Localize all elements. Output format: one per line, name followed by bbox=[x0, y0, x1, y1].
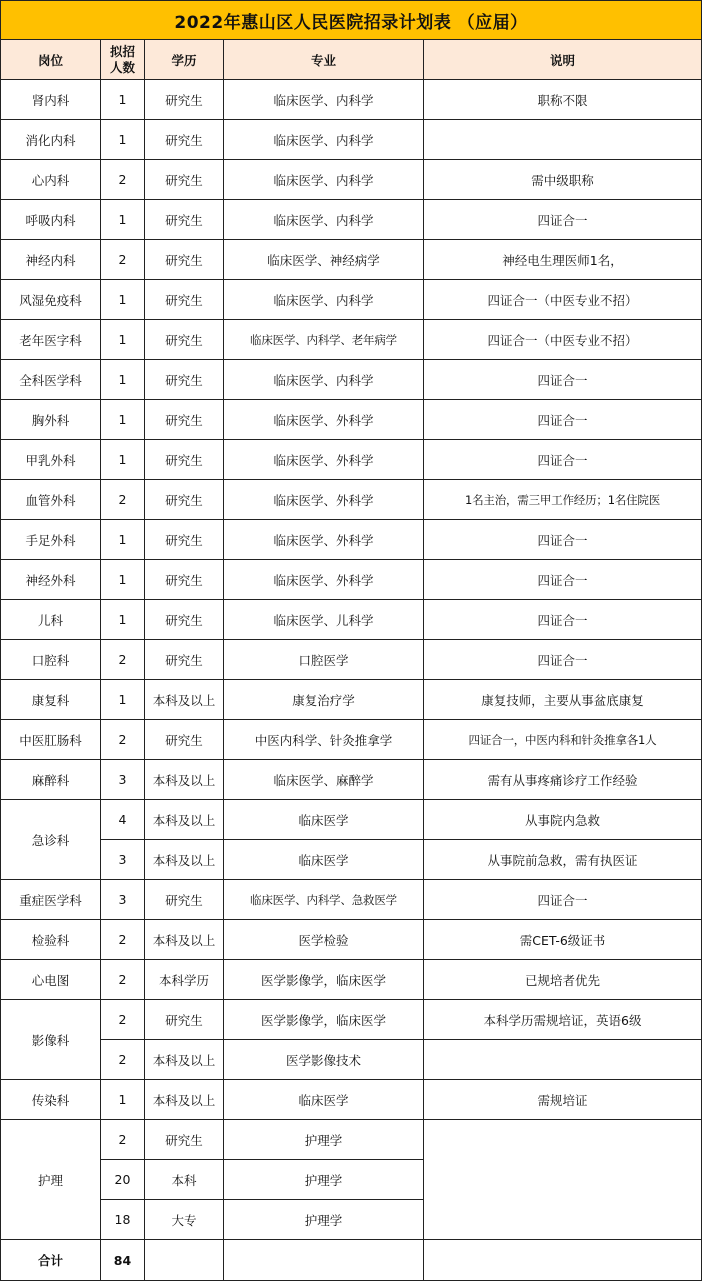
cell-dept: 全科医学科 bbox=[1, 360, 101, 400]
title-row bbox=[1, 1, 702, 40]
cell-major: 医学影像学，临床医学 bbox=[224, 960, 424, 1000]
table-row bbox=[1, 1000, 702, 1040]
header-row bbox=[1, 40, 702, 80]
header-education: 学历 bbox=[145, 40, 224, 80]
cell-education: 本科及以上 bbox=[145, 840, 224, 880]
table-row bbox=[1, 480, 702, 520]
cell-major: 临床医学 bbox=[224, 1080, 424, 1120]
table-row bbox=[1, 400, 702, 440]
cell-count: 2 bbox=[101, 240, 145, 280]
table-row bbox=[1, 1040, 702, 1080]
table-row bbox=[1, 120, 702, 160]
table-row bbox=[1, 1080, 702, 1120]
cell-dept: 急诊科 bbox=[1, 800, 101, 880]
cell-count: 20 bbox=[101, 1160, 145, 1200]
cell-note: 四证合一 bbox=[424, 520, 702, 560]
cell-education: 研究生 bbox=[145, 120, 224, 160]
cell-major: 医学影像技术 bbox=[224, 1040, 424, 1080]
cell-education: 本科 bbox=[145, 1160, 224, 1200]
table-row bbox=[1, 240, 702, 280]
cell-major: 康复治疗学 bbox=[224, 680, 424, 720]
cell-count: 2 bbox=[101, 1120, 145, 1160]
table-row bbox=[1, 960, 702, 1000]
cell-major: 口腔医学 bbox=[224, 640, 424, 680]
total-row bbox=[1, 1240, 702, 1281]
cell-count: 4 bbox=[101, 800, 145, 840]
cell-education: 研究生 bbox=[145, 80, 224, 120]
cell-dept: 传染科 bbox=[1, 1080, 101, 1120]
cell-note: 四证合一，中医内科和针灸推拿各1人 bbox=[424, 720, 702, 760]
table-row bbox=[1, 560, 702, 600]
cell-note: 康复技师，主要从事盆底康复 bbox=[424, 680, 702, 720]
cell-dept: 心内科 bbox=[1, 160, 101, 200]
cell-note: 四证合一 bbox=[424, 400, 702, 440]
cell-education: 研究生 bbox=[145, 280, 224, 320]
cell-dept: 神经外科 bbox=[1, 560, 101, 600]
cell-major: 临床医学、内科学、老年病学 bbox=[224, 320, 424, 360]
cell-major: 临床医学、内科学 bbox=[224, 80, 424, 120]
cell-count: 2 bbox=[101, 720, 145, 760]
cell-dept: 康复科 bbox=[1, 680, 101, 720]
cell-dept: 胸外科 bbox=[1, 400, 101, 440]
cell-count: 3 bbox=[101, 760, 145, 800]
table-row bbox=[1, 920, 702, 960]
table-row bbox=[1, 200, 702, 240]
table-row bbox=[1, 280, 702, 320]
cell-education: 研究生 bbox=[145, 520, 224, 560]
cell-note: 从事院前急救，需有执医证 bbox=[424, 840, 702, 880]
cell-education: 研究生 bbox=[145, 880, 224, 920]
cell-major: 临床医学、外科学 bbox=[224, 440, 424, 480]
cell-note: 四证合一 bbox=[424, 640, 702, 680]
cell-note bbox=[424, 1120, 702, 1240]
table-row bbox=[1, 760, 702, 800]
cell-dept: 呼吸内科 bbox=[1, 200, 101, 240]
cell-note: 需规培证 bbox=[424, 1080, 702, 1120]
cell-dept: 消化内科 bbox=[1, 120, 101, 160]
table-row bbox=[1, 720, 702, 760]
cell-education: 研究生 bbox=[145, 240, 224, 280]
cell-dept: 麻醉科 bbox=[1, 760, 101, 800]
cell-dept: 重症医学科 bbox=[1, 880, 101, 920]
cell-major: 护理学 bbox=[224, 1200, 424, 1240]
cell-count: 1 bbox=[101, 360, 145, 400]
cell-note: 四证合一 bbox=[424, 880, 702, 920]
cell-education: 本科学历 bbox=[145, 960, 224, 1000]
cell-education: 本科及以上 bbox=[145, 1040, 224, 1080]
cell-education: 大专 bbox=[145, 1200, 224, 1240]
table-row bbox=[1, 600, 702, 640]
cell-count: 1 bbox=[101, 200, 145, 240]
header-count bbox=[101, 40, 145, 80]
cell-dept: 手足外科 bbox=[1, 520, 101, 560]
cell-education: 研究生 bbox=[145, 600, 224, 640]
cell-major: 中医内科学、针灸推拿学 bbox=[224, 720, 424, 760]
cell-count: 1 bbox=[101, 280, 145, 320]
cell-note: 四证合一（中医专业不招） bbox=[424, 280, 702, 320]
cell-major: 临床医学、内科学 bbox=[224, 360, 424, 400]
cell-count: 2 bbox=[101, 1000, 145, 1040]
cell-education: 研究生 bbox=[145, 480, 224, 520]
cell-education: 研究生 bbox=[145, 720, 224, 760]
cell-note: 本科学历需规培证，英语6级 bbox=[424, 1000, 702, 1040]
table-row bbox=[1, 1120, 702, 1160]
cell-count: 1 bbox=[101, 320, 145, 360]
table-row bbox=[1, 360, 702, 400]
table-row bbox=[1, 680, 702, 720]
cell-education: 本科及以上 bbox=[145, 1080, 224, 1120]
header-count-line1: 拟招 bbox=[109, 43, 135, 59]
table-row bbox=[1, 800, 702, 840]
cell-note: 从事院内急救 bbox=[424, 800, 702, 840]
cell-note: 四证合一 bbox=[424, 360, 702, 400]
table-row bbox=[1, 840, 702, 880]
cell-education: 研究生 bbox=[145, 160, 224, 200]
cell-major: 临床医学、内科学 bbox=[224, 200, 424, 240]
cell-major: 临床医学、儿科学 bbox=[224, 600, 424, 640]
cell-note bbox=[424, 1040, 702, 1080]
cell-count: 1 bbox=[101, 440, 145, 480]
cell-major: 临床医学、神经病学 bbox=[224, 240, 424, 280]
cell-dept: 神经内科 bbox=[1, 240, 101, 280]
cell-note: 1名主治，需三甲工作经历；1名住院医 bbox=[424, 480, 702, 520]
table-row bbox=[1, 80, 702, 120]
total-empty-note bbox=[424, 1240, 702, 1281]
cell-note: 四证合一 bbox=[424, 600, 702, 640]
cell-education: 本科及以上 bbox=[145, 800, 224, 840]
cell-major: 医学检验 bbox=[224, 920, 424, 960]
cell-major: 医学影像学，临床医学 bbox=[224, 1000, 424, 1040]
cell-count: 1 bbox=[101, 560, 145, 600]
cell-count: 2 bbox=[101, 640, 145, 680]
cell-major: 临床医学、内科学 bbox=[224, 280, 424, 320]
cell-count: 2 bbox=[101, 920, 145, 960]
cell-dept: 儿科 bbox=[1, 600, 101, 640]
table-row bbox=[1, 520, 702, 560]
cell-dept: 护理 bbox=[1, 1120, 101, 1240]
header-major: 专业 bbox=[224, 40, 424, 80]
total-count: 84 bbox=[101, 1240, 145, 1281]
cell-major: 临床医学、麻醉学 bbox=[224, 760, 424, 800]
cell-dept: 甲乳外科 bbox=[1, 440, 101, 480]
cell-count: 1 bbox=[101, 80, 145, 120]
cell-note: 需CET-6级证书 bbox=[424, 920, 702, 960]
header-count-line2: 人数 bbox=[109, 59, 135, 75]
cell-education: 研究生 bbox=[145, 440, 224, 480]
table-row bbox=[1, 880, 702, 920]
cell-major: 临床医学、外科学 bbox=[224, 480, 424, 520]
cell-note: 神经电生理医师1名， bbox=[424, 240, 702, 280]
cell-dept: 血管外科 bbox=[1, 480, 101, 520]
cell-major: 临床医学、内科学 bbox=[224, 160, 424, 200]
cell-note: 四证合一 bbox=[424, 200, 702, 240]
cell-major: 护理学 bbox=[224, 1160, 424, 1200]
cell-note: 需中级职称 bbox=[424, 160, 702, 200]
cell-major: 临床医学、外科学 bbox=[224, 400, 424, 440]
cell-major: 临床医学、外科学 bbox=[224, 560, 424, 600]
cell-note: 四证合一（中医专业不招） bbox=[424, 320, 702, 360]
header-position: 岗位 bbox=[1, 40, 101, 80]
total-empty-education bbox=[145, 1240, 224, 1281]
cell-dept: 老年医字科 bbox=[1, 320, 101, 360]
cell-dept: 心电图 bbox=[1, 960, 101, 1000]
cell-count: 2 bbox=[101, 160, 145, 200]
cell-count: 2 bbox=[101, 1040, 145, 1080]
cell-note bbox=[424, 120, 702, 160]
table-row bbox=[1, 440, 702, 480]
cell-note: 需有从事疼痛诊疗工作经验 bbox=[424, 760, 702, 800]
cell-note: 四证合一 bbox=[424, 440, 702, 480]
cell-count: 18 bbox=[101, 1200, 145, 1240]
cell-education: 研究生 bbox=[145, 200, 224, 240]
cell-education: 研究生 bbox=[145, 400, 224, 440]
cell-count: 3 bbox=[101, 880, 145, 920]
cell-dept: 风湿免疫科 bbox=[1, 280, 101, 320]
cell-education: 研究生 bbox=[145, 1000, 224, 1040]
total-empty-major bbox=[224, 1240, 424, 1281]
cell-education: 研究生 bbox=[145, 640, 224, 680]
header-note: 说明 bbox=[424, 40, 702, 80]
cell-count: 1 bbox=[101, 1080, 145, 1120]
cell-major: 临床医学 bbox=[224, 840, 424, 880]
cell-major: 护理学 bbox=[224, 1120, 424, 1160]
table-row bbox=[1, 160, 702, 200]
cell-education: 研究生 bbox=[145, 320, 224, 360]
cell-count: 1 bbox=[101, 600, 145, 640]
cell-count: 2 bbox=[101, 960, 145, 1000]
cell-major: 临床医学 bbox=[224, 800, 424, 840]
cell-count: 1 bbox=[101, 680, 145, 720]
cell-note: 已规培者优先 bbox=[424, 960, 702, 1000]
cell-count: 1 bbox=[101, 520, 145, 560]
cell-major: 临床医学、外科学 bbox=[224, 520, 424, 560]
cell-note: 四证合一 bbox=[424, 560, 702, 600]
cell-major: 临床医学、内科学、急救医学 bbox=[224, 880, 424, 920]
cell-count: 2 bbox=[101, 480, 145, 520]
cell-education: 本科及以上 bbox=[145, 760, 224, 800]
cell-dept: 口腔科 bbox=[1, 640, 101, 680]
cell-education: 研究生 bbox=[145, 360, 224, 400]
cell-education: 研究生 bbox=[145, 1120, 224, 1160]
cell-note: 职称不限 bbox=[424, 80, 702, 120]
cell-dept: 肾内科 bbox=[1, 80, 101, 120]
cell-major: 临床医学、内科学 bbox=[224, 120, 424, 160]
table-row bbox=[1, 320, 702, 360]
cell-count: 3 bbox=[101, 840, 145, 880]
cell-count: 1 bbox=[101, 120, 145, 160]
cell-education: 研究生 bbox=[145, 560, 224, 600]
cell-count: 1 bbox=[101, 400, 145, 440]
cell-dept: 影像科 bbox=[1, 1000, 101, 1080]
cell-dept: 中医肛肠科 bbox=[1, 720, 101, 760]
table-row bbox=[1, 640, 702, 680]
cell-education: 本科及以上 bbox=[145, 920, 224, 960]
cell-dept: 检验科 bbox=[1, 920, 101, 960]
cell-education: 本科及以上 bbox=[145, 680, 224, 720]
total-label: 合计 bbox=[1, 1240, 101, 1281]
table-title: 2022年惠山区人民医院招录计划表 （应届） bbox=[1, 1, 702, 40]
